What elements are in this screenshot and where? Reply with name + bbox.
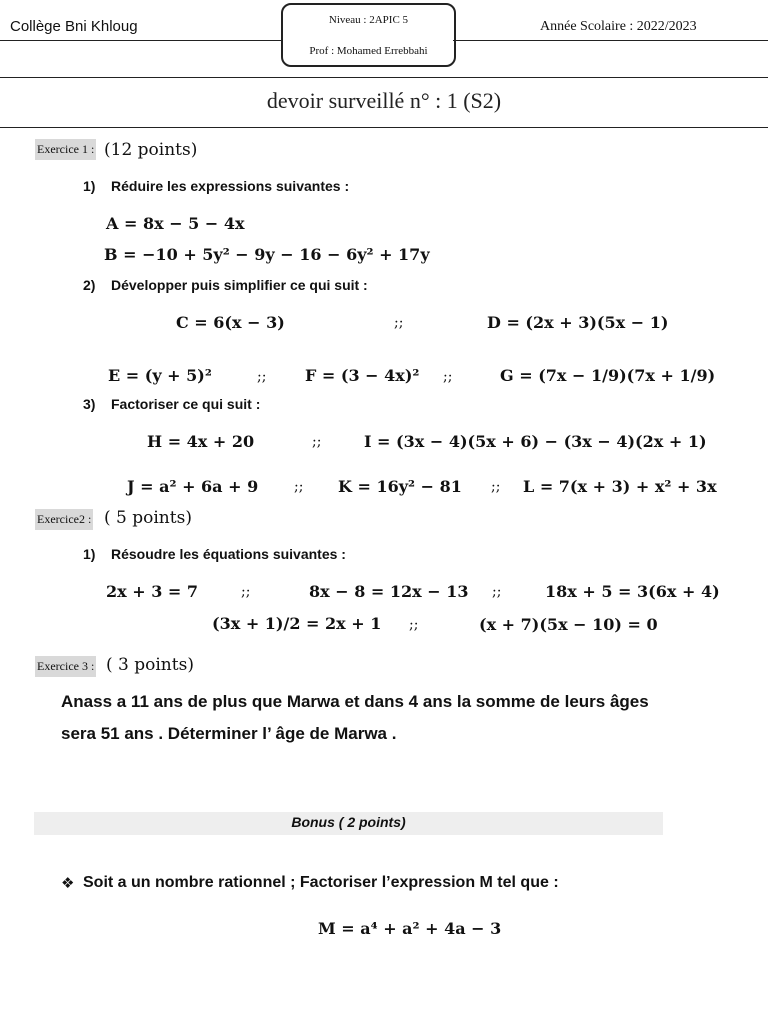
- question-number: 3): [83, 396, 96, 412]
- separator: ;;: [294, 479, 304, 495]
- equation-1: 2x + 3 = 7: [106, 582, 199, 601]
- expr-C: C = 6(x − 3): [176, 313, 285, 332]
- problem-line-2: sera 51 ans . Déterminer l’ âge de Marwa .: [61, 724, 397, 743]
- separator: ;;: [394, 315, 404, 331]
- exercise3-points: ( 3 points): [106, 655, 194, 675]
- expr-I: I = (3x − 4)(5x + 6) − (3x − 4)(2x + 1): [364, 432, 707, 451]
- question-text: Développer puis simplifier ce qui suit :: [111, 277, 368, 293]
- question-text: Réduire les expressions suivantes :: [111, 178, 350, 194]
- expr-E: E = (y + 5)²: [108, 366, 212, 385]
- expr-K: K = 16y² − 81: [338, 477, 462, 496]
- equation-2: 8x − 8 = 12x − 13: [309, 582, 469, 601]
- expr-D: D = (2x + 3)(5x − 1): [487, 313, 669, 332]
- separator: ;;: [491, 479, 501, 495]
- separator: ;;: [257, 369, 267, 385]
- question-number: 1): [83, 178, 96, 194]
- level-box: [281, 3, 456, 67]
- question-text: Résoudre les équations suivantes :: [111, 546, 346, 562]
- exercise1-label: Exercice 1 :: [35, 139, 96, 160]
- expr-L: L = 7(x + 3) + x² + 3x: [523, 477, 717, 496]
- bonus-title: Bonus ( 2 points): [291, 814, 406, 830]
- exercise3-label: Exercice 3 :: [35, 656, 96, 677]
- ex1-question-1: [83, 178, 349, 194]
- separator: ;;: [312, 434, 322, 450]
- exercise2-label: Exercice2 :: [35, 509, 93, 530]
- separator: ;;: [443, 369, 453, 385]
- expr-H: H = 4x + 20: [147, 432, 255, 451]
- bonus-bullet-icon: ❖: [61, 874, 75, 892]
- ex1-question-3: [83, 396, 260, 412]
- school-year: Année Scolaire : 2022/2023: [540, 19, 697, 34]
- expr-A: A = 8x − 5 − 4x: [106, 214, 245, 233]
- expr-F: F = (3 − 4x)²: [305, 366, 420, 385]
- ex1-question-2: [83, 277, 368, 293]
- expr-J: J = a² + 6a + 9: [127, 477, 259, 496]
- header-rule-right: [453, 40, 768, 41]
- bonus-text: Soit a un nombre rationnel ; Factoriser l’expression M tel que :: [83, 874, 559, 891]
- page-title: devoir surveillé n° : 1 (S2): [266, 88, 502, 113]
- equation-3: 18x + 5 = 3(6x + 4): [545, 582, 720, 601]
- prof-text: Prof : Mohamed Errebbahi: [309, 45, 428, 57]
- separator: ;;: [492, 584, 502, 600]
- separator: ;;: [241, 584, 251, 600]
- expr-B: B = −10 + 5y² − 9y − 16 − 6y² + 17y: [104, 245, 430, 264]
- title-rule-top: [0, 77, 768, 78]
- exercise1-points: (12 points): [104, 140, 198, 160]
- question-text: Factoriser ce qui suit :: [111, 396, 261, 412]
- separator: ;;: [409, 617, 419, 633]
- header-rule: [0, 40, 281, 41]
- level-text: Niveau : 2APIC 5: [328, 14, 409, 26]
- question-number: 1): [83, 546, 96, 562]
- title-rule-bottom: [0, 127, 768, 128]
- question-number: 2): [83, 277, 96, 293]
- equation-5: (x + 7)(5x − 10) = 0: [479, 615, 658, 634]
- school-name: Collège Bni Khloug: [10, 18, 138, 35]
- ex2-question-1: [83, 546, 346, 562]
- equation-4: (3x + 1)/2 = 2x + 1: [212, 614, 382, 633]
- expr-M: M = a⁴ + a² + 4a − 3: [318, 919, 502, 938]
- expr-G: G = (7x − 1/9)(7x + 1/9): [500, 366, 716, 385]
- exercise2-points: ( 5 points): [104, 508, 192, 528]
- problem-line-1: Anass a 11 ans de plus que Marwa et dans 4 ans la somme de leurs âges: [61, 692, 649, 711]
